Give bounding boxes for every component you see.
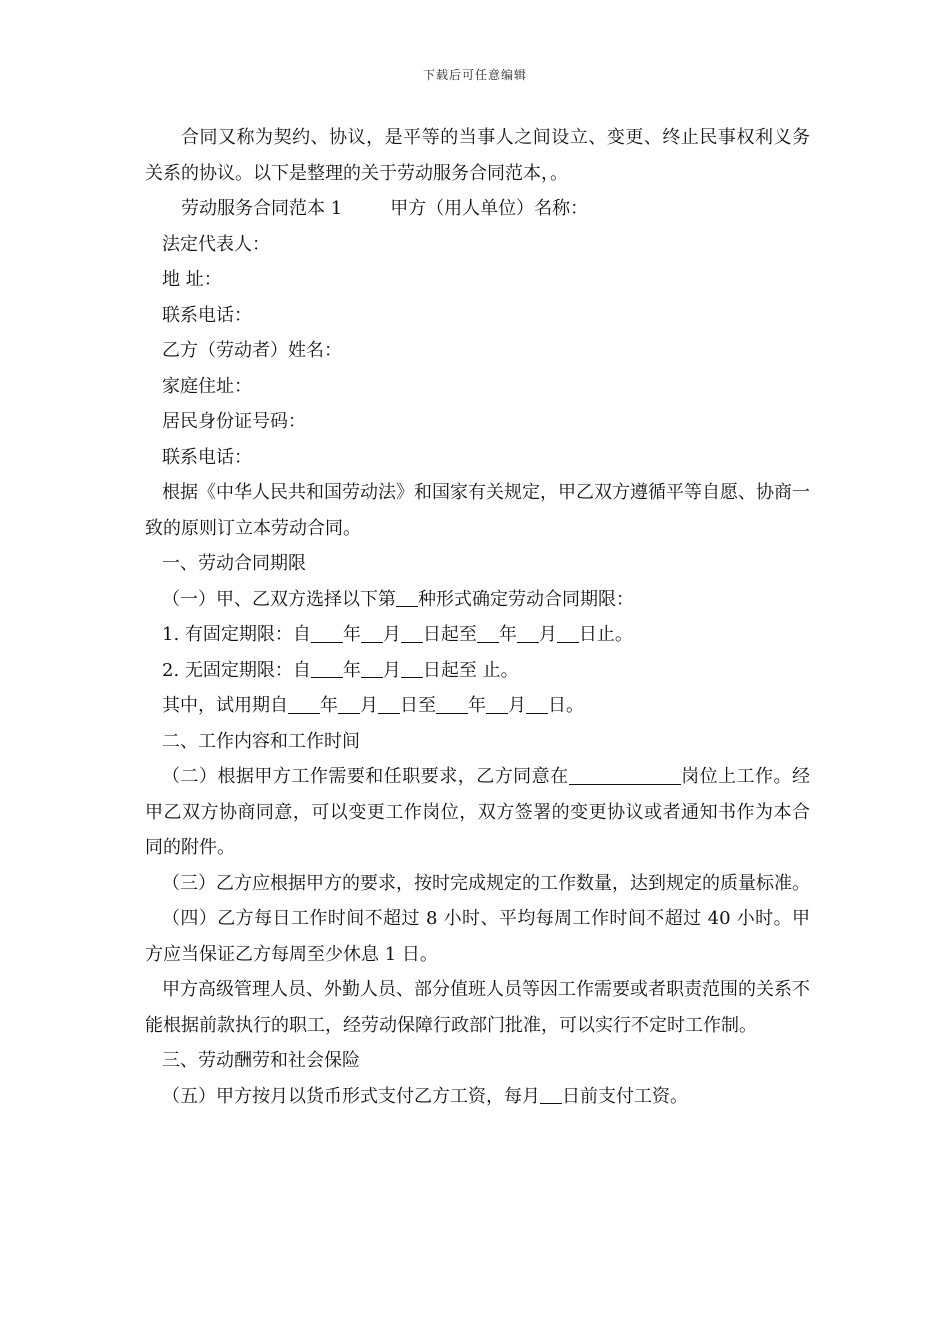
- blank-line: [477, 623, 499, 643]
- contract-heading-line: [145, 191, 810, 227]
- blank-line: [396, 587, 418, 607]
- blank-line: [361, 623, 383, 643]
- party-b-name-field: 乙方（劳动者）姓名：: [162, 340, 342, 361]
- intro-paragraph: 合同又称为契约、协议，是平等的当事人之间设立、变更、终止民事权利义务关系的协议。以下是整理的关于劳动服务合同范本，。: [145, 127, 810, 184]
- blank-line: [569, 765, 681, 785]
- blank-line: [401, 658, 423, 678]
- clause1-line: （一）甲、乙双方选择以下第 种形式确定劳动合同期限：: [162, 588, 634, 610]
- blank-line: [486, 694, 508, 714]
- blank-line: [288, 694, 320, 714]
- id-number-field: 居民身份证号码：: [162, 411, 306, 432]
- fixed-term-line: 1. 有固定期限：自 年 月 日起至 年 月 日止。: [162, 624, 633, 645]
- home-address-field: 家庭住址：: [162, 375, 252, 397]
- blank-line: [401, 623, 423, 643]
- page-header: 下载后可任意编辑: [422, 68, 527, 82]
- blank-line: [338, 694, 360, 714]
- clause3-paragraph: （三）乙方应根据甲方的要求，按时完成规定的工作数量，达到规定的质量标准。: [162, 872, 810, 894]
- blank-line: [361, 658, 383, 678]
- phone-b-field: 联系电话：: [162, 446, 252, 468]
- phone-a-field: 联系电话：: [162, 304, 252, 326]
- clause4-note-paragraph: 甲方高级管理人员、外勤人员、部分值班人员等因工作需要或者职责范围的关系不能根据前款执行的职工，经劳动保障行政部门批准，可以实行不定时工作制。: [145, 979, 810, 1036]
- blank-line: [540, 1084, 562, 1104]
- blank-line: [526, 694, 548, 714]
- blank-line: [378, 694, 400, 714]
- address-field: 地 址：: [162, 269, 222, 290]
- clause4-paragraph: （四）乙方每日工作时间不超过 8 小时、平均每周工作时间不超过 40 小时。甲方应当保证乙方每周至少休息 1 日。: [145, 908, 810, 965]
- blank-line: [517, 623, 539, 643]
- blank-line: [436, 694, 468, 714]
- blank-line: [557, 623, 579, 643]
- clause5-line: （五）甲方按月以货币形式支付乙方工资，每月 日前支付工资。: [162, 1085, 688, 1107]
- party-a-name-label: 甲方（用人单位）名称：: [390, 198, 589, 219]
- section1-title: 一、劳动合同期限: [162, 553, 306, 574]
- trial-period-line: 其中，试用期自 年 月 日至 年 月 日。: [162, 695, 584, 716]
- contract-title: 劳动服务合同范本 1: [181, 198, 343, 219]
- section2-title: 二、工作内容和工作时间: [162, 730, 360, 752]
- preamble-paragraph: 根据《中华人民共和国劳动法》和国家有关规定，甲乙双方遵循平等自愿、协商一致的原则订立本劳动合同。: [145, 482, 810, 539]
- open-term-line: 2. 无固定期限：自 年 月 日起至 止。: [162, 659, 519, 681]
- section3-title: 三、劳动酬劳和社会保险: [162, 1050, 360, 1071]
- blank-line: [311, 623, 343, 643]
- legal-rep-field: 法定代表人：: [162, 233, 270, 255]
- clause2-paragraph: （二）根据甲方工作需要和任职要求，乙方同意在 岗位上工作。经甲乙双方协商同意，可以变更工作岗位，双方签署的变更协议或者通知书作为本合同的附件。: [145, 766, 811, 858]
- contract-body: [145, 120, 810, 1114]
- blank-line: [311, 658, 343, 678]
